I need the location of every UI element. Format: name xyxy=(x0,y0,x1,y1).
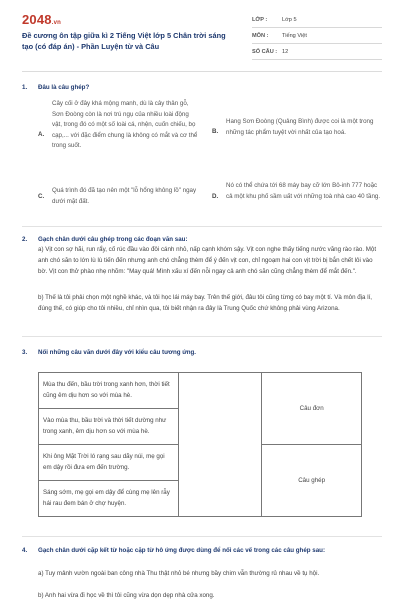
paragraph-b: b) Thế là tôi phải chọn một nghề khác, và tôi học lái máy bay. Trên thế giới, đâu tôi cũng từng có bay một tí. Và môn địa lí, đúng thế, có giúp cho tôi nhiều, chỉ nhìn qua, tôi biết nhận ra đây là Trung Quốc chứ không phải vùng Arizona. xyxy=(38,294,373,312)
match-connector-area[interactable] xyxy=(178,373,262,517)
option-letter: B. xyxy=(212,128,219,135)
option-d[interactable] xyxy=(212,181,382,215)
section-divider xyxy=(22,336,382,337)
question-number: 3. xyxy=(22,349,28,356)
match-right-item[interactable]: Câu ghép xyxy=(262,445,362,517)
meta-label: MÔN : xyxy=(252,32,269,39)
meta-value: 12 xyxy=(282,48,289,55)
question-number: 1. xyxy=(22,84,28,91)
sentence-b: b) Anh hai vừa đi học về thì tôi cũng vừa dọn dẹp nhà cửa xong. xyxy=(38,592,215,599)
meta-panel xyxy=(252,12,382,60)
section-divider xyxy=(22,226,382,227)
option-a[interactable] xyxy=(38,99,202,165)
match-right-item[interactable]: Câu đơn xyxy=(262,373,362,445)
question-number: 2. xyxy=(22,236,28,243)
option-letter: D. xyxy=(212,193,219,200)
option-letter: C. xyxy=(38,193,45,200)
question-2 xyxy=(22,235,382,244)
option-text: Nó có thể chứa tới 68 máy bay cỡ lớn Bô-inh 777 hoặc cả một khu phố sầm uất với những toà nhà cao 40 tầng. xyxy=(226,182,381,200)
sentence-a: a) Tuy mảnh vườn ngoài ban công nhà Thu thật nhỏ bé nhưng bầy chim vẫn thường rủ nhau về tụ hội. xyxy=(38,570,320,577)
meta-count-row xyxy=(252,44,382,60)
matching-table xyxy=(38,372,362,517)
match-left-item[interactable]: Khi ông Mặt Trời ló rạng sau dãy núi, mẹ gọi em dậy rồi đưa em đến trường. xyxy=(39,445,179,481)
section-divider xyxy=(22,536,382,537)
header-divider xyxy=(22,71,382,72)
meta-subject-row xyxy=(252,28,382,44)
option-text: Hang Sơn Đoòng (Quảng Bình) được coi là một trong những tác phẩm tuyệt vời nhất của tạo hoá. xyxy=(226,118,374,136)
question-1 xyxy=(22,83,382,92)
question-text: Gạch chân dưới cặp kết từ hoặc cặp từ hô ứng được dùng để nối các vế trong các câu ghép sau: xyxy=(38,547,326,554)
option-c[interactable] xyxy=(38,186,202,210)
meta-label: SỐ CÂU : xyxy=(252,48,278,55)
option-letter: A. xyxy=(38,131,45,138)
option-b[interactable] xyxy=(212,117,382,151)
question-number: 4. xyxy=(22,547,28,554)
match-left-item[interactable]: Vào mùa thu, bầu trời và thời tiết dường như trong xanh, êm dịu hơn so với mùa hè. xyxy=(39,409,179,445)
meta-value: Tiếng Việt xyxy=(282,32,307,39)
page-header xyxy=(0,0,400,70)
question-3 xyxy=(22,348,382,357)
question-text: Gạch chân dưới câu ghép trong các đoạn văn sau: xyxy=(38,236,188,243)
question-4 xyxy=(22,546,382,555)
site-logo[interactable]: 2048.vn xyxy=(22,12,62,27)
document-title: Đề cương ôn tập giữa kì 2 Tiếng Việt lớp 5 Chân trời sáng tạo (có đáp án) - Phần Luyện từ và Câu xyxy=(22,31,226,51)
match-left-item[interactable]: Sáng sớm, mẹ gọi em dậy để cùng mẹ lên rẫy hái rau đem bán ở chợ huyện. xyxy=(39,481,179,517)
option-text: Cây cối ở đây khá mộng manh, dù là cây thân gỗ, Sơn Đoòng còn là nơi trú ngụ của nhiều loài động vật, trong đó có một số loài cá, nhện, cuốn chiếu, bọ cạp,... với đặc điểm chung là không có mắt và cơ thể trong suốt. xyxy=(52,100,198,149)
paragraph-a: a) Vịt con sợ hãi, run rẩy, cố rúc đầu vào đôi cánh nhỏ, nấp cạnh khóm sậy. Vịt con nghe thấy tiếng nước văng rào rào. Một anh chó săn to lớn lù lù tiến đến nhưng anh chó chẳng thèm để ý đến vịt con, chỉ ngoạm hai con vịt trời bị bắn chết lôi vào bờ. Vịt con thở phào nhẹ nhõm: "May quá! Mình xấu xí đến nỗi ngay cả anh chó săn cũng chẳng thèm để mắt đến.". xyxy=(38,246,377,275)
meta-value: Lớp 5 xyxy=(282,16,297,23)
question-text: Đâu là câu ghép? xyxy=(38,84,90,91)
option-text: Quá trình đó đã tạo nên một "lỗ hổng không lồ" ngay dưới mặt đất. xyxy=(52,187,197,205)
meta-class-row xyxy=(252,12,382,28)
match-left-item[interactable]: Mùa thu đến, bầu trời trong xanh hơn, thời tiết cũng êm dịu hơn so với mùa hè. xyxy=(39,373,179,409)
question-text: Nối những câu văn dưới đây với kiểu câu tương ứng. xyxy=(38,349,196,356)
meta-label: LỚP : xyxy=(252,16,268,23)
